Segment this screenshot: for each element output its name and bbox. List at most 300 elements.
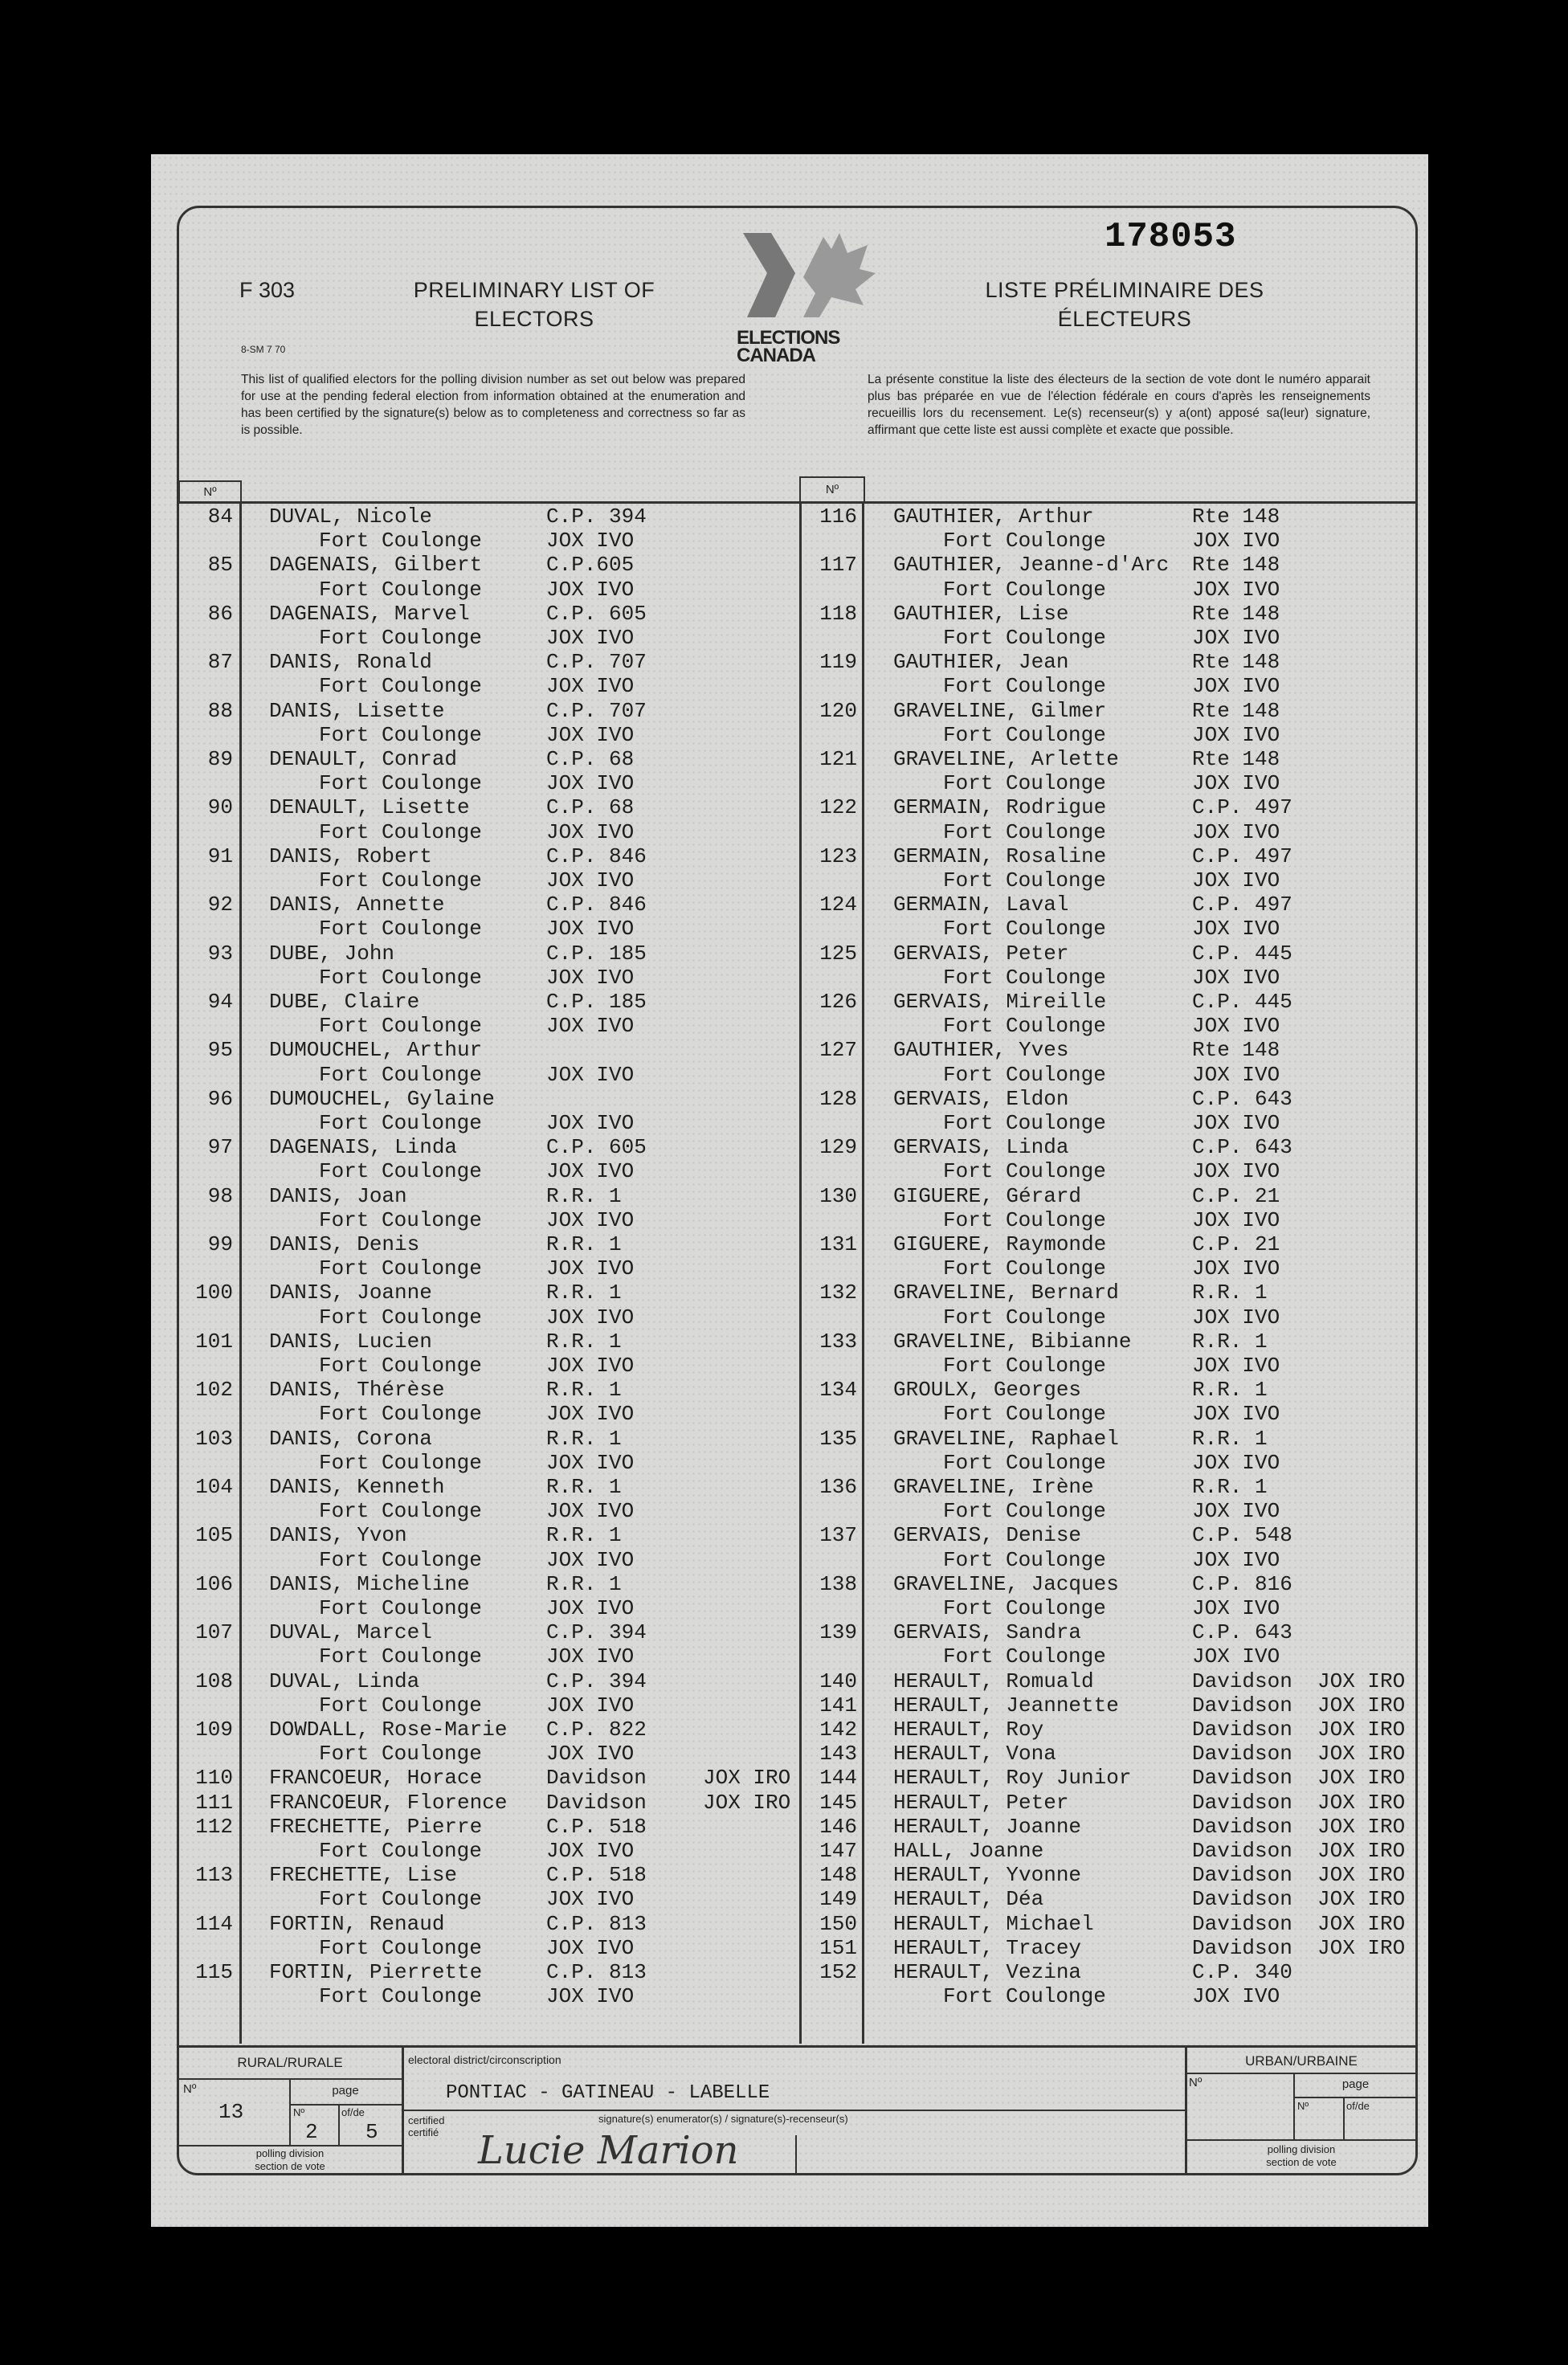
elector-number: 139 (819, 1620, 857, 1645)
elector-name: DUMOUCHEL, Gylaine (269, 1086, 495, 1111)
elector-postal-code: JOX IVO (1192, 1547, 1280, 1572)
elector-address: Davidson (1192, 1863, 1292, 1888)
elector-number: 136 (819, 1475, 857, 1499)
elector-postal-code: JOX IVO (546, 965, 635, 990)
elector-name: DANIS, Kenneth (269, 1475, 445, 1499)
elector-postal-code: JOX IVO (546, 1354, 635, 1378)
elector-postal-code: JOX IVO (546, 1305, 635, 1330)
elector-address: C.P. 21 (1192, 1232, 1280, 1256)
elector-postal-code: JOX IVO (546, 1596, 635, 1620)
elector-name: GAUTHIER, Lise (893, 601, 1069, 626)
elector-address: C.P. 68 (546, 747, 635, 771)
elector-postal-code: JOX IRO (703, 1766, 791, 1791)
elector-address: Davidson (546, 1790, 647, 1815)
elector-postal-code: JOX IVO (546, 771, 635, 796)
elector-number: 108 (195, 1669, 233, 1693)
certified-fr: certifié (408, 2126, 439, 2138)
elector-town: Fort Coulonge (319, 1111, 482, 1135)
elector-number: 95 (207, 1038, 233, 1063)
elector-town: Fort Coulonge (319, 1305, 482, 1330)
elector-address: Davidson (1192, 1669, 1292, 1693)
elector-number: 138 (819, 1571, 857, 1596)
elector-town: Fort Coulonge (319, 1839, 482, 1863)
elector-postal-code: JOX IVO (546, 1256, 635, 1281)
elector-postal-code: JOX IRO (703, 1790, 791, 1815)
elector-address: R.R. 1 (546, 1281, 622, 1305)
elector-postal-code: JOX IVO (1192, 1596, 1280, 1620)
elector-name: HERAULT, Vezina (893, 1960, 1082, 1984)
elector-name: GIGUERE, Gérard (893, 1183, 1082, 1208)
elector-number: 148 (819, 1863, 857, 1888)
elector-name: FORTIN, Renaud (269, 1911, 445, 1936)
elector-town: Fort Coulonge (319, 577, 482, 602)
elector-address: Davidson (1192, 1887, 1292, 1912)
elector-postal-code: JOX IRO (1317, 1839, 1406, 1863)
elector-name: GRAVELINE, Irène (893, 1475, 1094, 1499)
elector-town: Fort Coulonge (943, 1207, 1106, 1232)
elector-name: GERVAIS, Linda (893, 1135, 1069, 1160)
elector-postal-code: JOX IVO (546, 1887, 635, 1912)
elector-number: 100 (195, 1281, 233, 1305)
page-no-label: Nº (293, 2106, 305, 2118)
elector-town: Fort Coulonge (943, 771, 1106, 796)
elector-number: 125 (819, 941, 857, 966)
elector-name: DANIS, Denis (269, 1232, 420, 1256)
elector-postal-code: JOX IVO (1192, 1402, 1280, 1427)
elector-name: GERVAIS, Peter (893, 941, 1069, 966)
elector-name: GRAVELINE, Raphael (893, 1426, 1119, 1451)
title-english (345, 276, 723, 333)
elector-number: 91 (207, 843, 233, 868)
elector-postal-code: JOX IVO (546, 1062, 635, 1087)
elector-number: 97 (207, 1135, 233, 1160)
elector-postal-code: JOX IVO (546, 1014, 635, 1039)
elector-address: R.R. 1 (1192, 1378, 1268, 1403)
certified-en: certified (408, 2114, 445, 2126)
elector-postal-code: JOX IVO (1192, 1499, 1280, 1524)
elector-number: 111 (195, 1790, 233, 1815)
elector-postal-code: JOX IVO (546, 529, 635, 553)
urban-no-label: Nº (1189, 2076, 1203, 2089)
elector-name: FRANCOEUR, Horace (269, 1766, 483, 1791)
elector-postal-code: JOX IVO (1192, 1111, 1280, 1135)
elector-name: DUBE, John (269, 941, 395, 966)
elector-name: HERAULT, Roy Junior (893, 1766, 1132, 1791)
elector-address: Davidson (1192, 1935, 1292, 1960)
elector-address: R.R. 1 (1192, 1475, 1268, 1499)
elector-number: 112 (195, 1814, 233, 1839)
elector-address: C.P. 707 (546, 698, 647, 723)
elector-name: DANIS, Joanne (269, 1281, 432, 1305)
elector-number: 143 (819, 1742, 857, 1767)
elector-name: DANIS, Lucien (269, 1329, 432, 1354)
elector-name: DANIS, Thérèse (269, 1378, 445, 1403)
elector-number: 86 (207, 601, 233, 626)
elector-number: 106 (195, 1571, 233, 1596)
elector-address: C.P. 68 (546, 795, 635, 820)
elector-postal-code: JOX IRO (1317, 1887, 1406, 1912)
elector-name: DAGENAIS, Marvel (269, 601, 470, 626)
elector-name: DANIS, Joan (269, 1183, 407, 1208)
elector-name: HERAULT, Yvonne (893, 1863, 1082, 1888)
elector-number: 132 (819, 1281, 857, 1305)
elector-town: Fort Coulonge (943, 1547, 1106, 1572)
elector-address: C.P. 497 (1192, 892, 1292, 917)
elector-postal-code: JOX IVO (1192, 1644, 1280, 1669)
elector-address: C.P. 643 (1192, 1086, 1292, 1111)
urban-polling-division-en: polling division (1267, 2143, 1336, 2155)
elector-name: DANIS, Micheline (269, 1571, 470, 1596)
elector-town: Fort Coulonge (319, 965, 482, 990)
elector-postal-code: JOX IVO (1192, 1159, 1280, 1184)
elector-name: HALL, Joanne (893, 1839, 1044, 1863)
elector-town: Fort Coulonge (943, 1984, 1106, 2009)
elector-address: Davidson (1192, 1742, 1292, 1767)
elector-address: C.P. 394 (546, 1620, 647, 1645)
polling-division-number: 13 (218, 2100, 244, 2124)
elector-number: 117 (819, 553, 857, 578)
elector-name: GRAVELINE, Gilmer (893, 698, 1107, 723)
elector-number: 145 (819, 1790, 857, 1815)
elector-address: C.P. 21 (1192, 1183, 1280, 1208)
logo-text-elections: ELECTIONS (737, 327, 840, 349)
elector-number: 84 (207, 504, 233, 529)
elector-address: C.P. 707 (546, 650, 647, 675)
elector-address: R.R. 1 (546, 1523, 622, 1548)
rural-no-label: Nº (183, 2082, 197, 2096)
elector-postal-code: JOX IVO (546, 1984, 635, 2009)
elector-postal-code: JOX IRO (1317, 1718, 1406, 1742)
elector-number: 113 (195, 1863, 233, 1888)
elector-town: Fort Coulonge (943, 529, 1106, 553)
elector-name: DOWDALL, Rose-Marie (269, 1718, 508, 1742)
elector-town: Fort Coulonge (319, 1547, 482, 1572)
elector-town: Fort Coulonge (943, 1499, 1106, 1524)
elector-name: FRECHETTE, Pierre (269, 1814, 483, 1839)
elector-town: Fort Coulonge (943, 868, 1106, 892)
elector-town: Fort Coulonge (319, 674, 482, 699)
elector-address: C.P. 518 (546, 1814, 647, 1839)
elector-town: Fort Coulonge (319, 722, 482, 747)
elector-postal-code: JOX IVO (546, 1839, 635, 1863)
elector-town: Fort Coulonge (319, 1596, 482, 1620)
elector-address: R.R. 1 (546, 1329, 622, 1354)
elector-town: Fort Coulonge (943, 577, 1106, 602)
elector-town: Fort Coulonge (943, 1450, 1106, 1475)
elector-postal-code: JOX IVO (546, 1402, 635, 1427)
elector-number: 119 (819, 650, 857, 675)
elector-number: 130 (819, 1183, 857, 1208)
elector-postal-code: JOX IRO (1317, 1911, 1406, 1936)
footer-top-rule (178, 2045, 1418, 2048)
elector-address: C.P. 605 (546, 601, 647, 626)
elector-town: Fort Coulonge (943, 1159, 1106, 1184)
left-no-divider (239, 501, 242, 2044)
intro-english: This list of qualified electors for the polling division number as set out below was prepared for use at the pending federal election from information obtained at the enumeration and has been certified by the signature(s) below as to completeness and correctness so far as is possible. (241, 373, 745, 437)
elector-address: C.P. 185 (546, 941, 647, 966)
urban-label: URBAN/URBAINE (1245, 2053, 1358, 2069)
elector-postal-code: JOX IVO (546, 1159, 635, 1184)
intro-french: La présente constitue la liste des électeurs de la section de vote dont le numéro apparait plus bas préparée en vue de l'élection fédérale en cours d'après les renseignements recueillis lors du recensement. Le(s) recenseur(s) y a(ont) apposé sa(leur) signature, affirmant que cette liste est aussi complète et exacte que possible. (868, 373, 1370, 437)
elector-name: DANIS, Yvon (269, 1523, 407, 1548)
elector-postal-code: JOX IVO (546, 1935, 635, 1960)
elector-number: 103 (195, 1426, 233, 1451)
title-fr-line2: ÉLECTEURS (1057, 307, 1192, 331)
elector-postal-code: JOX IVO (546, 1111, 635, 1135)
polling-division-label (178, 2147, 402, 2173)
elector-name: GAUTHIER, Jeanne-d'Arc (893, 553, 1170, 578)
elector-postal-code: JOX IRO (1317, 1863, 1406, 1888)
elector-number: 114 (195, 1911, 233, 1936)
elector-town: Fort Coulonge (319, 917, 482, 942)
elector-number: 101 (195, 1329, 233, 1354)
elector-town: Fort Coulonge (319, 1207, 482, 1232)
elector-postal-code: JOX IVO (546, 1499, 635, 1524)
elector-address: Davidson (1192, 1911, 1292, 1936)
elector-number: 87 (207, 650, 233, 675)
elector-town: Fort Coulonge (943, 674, 1106, 699)
elector-address: R.R. 1 (1192, 1329, 1268, 1354)
elector-name: HERAULT, Déa (893, 1887, 1044, 1912)
elector-town: Fort Coulonge (319, 1644, 482, 1669)
elector-number: 131 (819, 1232, 857, 1256)
elector-town: Fort Coulonge (319, 1402, 482, 1427)
elector-address: C.P. 643 (1192, 1135, 1292, 1160)
urban-of-label: of/de (1346, 2100, 1370, 2112)
elector-town: Fort Coulonge (319, 1935, 482, 1960)
rural-label: RURAL/RURALE (237, 2055, 343, 2070)
district-label: electoral district/circonscription (408, 2053, 561, 2066)
polling-division-en: polling division (255, 2147, 325, 2159)
elector-address: C.P. 822 (546, 1718, 647, 1742)
elector-postal-code: JOX IRO (1317, 1935, 1406, 1960)
elector-address: Rte 148 (1192, 747, 1280, 771)
elector-address: C.P. 497 (1192, 843, 1292, 868)
elector-postal-code: JOX IVO (1192, 819, 1280, 844)
elector-town: Fort Coulonge (319, 529, 482, 553)
elector-address: Davidson (1192, 1814, 1292, 1839)
elector-address: Rte 148 (1192, 504, 1280, 529)
urban-rule (1185, 2073, 1418, 2074)
elector-postal-code: JOX IVO (1192, 1450, 1280, 1475)
elector-name: DAGENAIS, Linda (269, 1135, 458, 1160)
elector-address: R.R. 1 (546, 1426, 622, 1451)
elector-address: C.P. 605 (546, 1135, 647, 1160)
elector-number: 133 (819, 1329, 857, 1354)
elector-town: Fort Coulonge (319, 1062, 482, 1087)
elector-postal-code: JOX IVO (1192, 1207, 1280, 1232)
elector-name: FRANCOEUR, Florence (269, 1790, 508, 1815)
district-rule (402, 2110, 1185, 2111)
elector-address: C.P. 518 (546, 1863, 647, 1888)
elector-postal-code: JOX IVO (1192, 868, 1280, 892)
elector-number: 122 (819, 795, 857, 820)
elector-number: 149 (819, 1887, 857, 1912)
elector-postal-code: JOX IVO (546, 1742, 635, 1767)
elector-name: GERMAIN, Laval (893, 892, 1069, 917)
elector-name: GERVAIS, Eldon (893, 1086, 1069, 1111)
elector-postal-code: JOX IVO (546, 868, 635, 892)
elector-address: R.R. 1 (546, 1571, 622, 1596)
elector-name: GRAVELINE, Arlette (893, 747, 1119, 771)
logo-text-canada: CANADA (737, 345, 815, 366)
elector-address: R.R. 1 (546, 1232, 622, 1256)
elector-name: GRAVELINE, Bibianne (893, 1329, 1132, 1354)
elector-name: GERVAIS, Sandra (893, 1620, 1082, 1645)
elector-town: Fort Coulonge (943, 626, 1106, 650)
elector-number: 85 (207, 553, 233, 578)
urban-page-divider (1343, 2097, 1345, 2139)
elector-number: 92 (207, 892, 233, 917)
elector-town: Fort Coulonge (943, 1111, 1106, 1135)
elector-town: Fort Coulonge (943, 819, 1106, 844)
elector-number: 127 (819, 1038, 857, 1063)
elector-town: Fort Coulonge (319, 1984, 482, 2009)
elector-address: C.P. 394 (546, 1669, 647, 1693)
left-no-header: Nº (178, 480, 242, 503)
elector-number: 104 (195, 1475, 233, 1499)
signature-divider (795, 2135, 797, 2175)
elector-address: Davidson (1192, 1718, 1292, 1742)
certified-label (408, 2114, 445, 2138)
title-french (916, 276, 1333, 333)
elector-name: DUVAL, Marcel (269, 1620, 432, 1645)
elector-name: GRAVELINE, Bernard (893, 1281, 1119, 1305)
elector-number: 152 (819, 1960, 857, 1984)
elector-address: C.P.605 (546, 553, 635, 578)
elector-town: Fort Coulonge (319, 819, 482, 844)
elector-town: Fort Coulonge (319, 1499, 482, 1524)
elector-postal-code: JOX IVO (546, 1207, 635, 1232)
elector-postal-code: JOX IVO (546, 722, 635, 747)
elector-name: GERMAIN, Rodrigue (893, 795, 1107, 820)
elector-number: 99 (207, 1232, 233, 1256)
elector-name: FORTIN, Pierrette (269, 1960, 483, 1984)
elector-address: C.P. 846 (546, 843, 647, 868)
title-en-line1: PRELIMINARY LIST OF (413, 278, 655, 302)
elector-postal-code: JOX IVO (546, 1693, 635, 1718)
urban-polling-rule (1185, 2139, 1418, 2141)
elector-number: 121 (819, 747, 857, 771)
elector-address: C.P. 497 (1192, 795, 1292, 820)
elector-number: 102 (195, 1378, 233, 1403)
elector-postal-code: JOX IRO (1317, 1669, 1406, 1693)
elector-number: 134 (819, 1378, 857, 1403)
elector-name: DANIS, Robert (269, 843, 432, 868)
elector-name: FRECHETTE, Lise (269, 1863, 458, 1888)
elector-number: 142 (819, 1718, 857, 1742)
elector-number: 147 (819, 1839, 857, 1863)
title-en-line2: ELECTORS (474, 307, 594, 331)
page-total: 5 (365, 2120, 378, 2144)
elector-number: 126 (819, 990, 857, 1014)
elector-number: 129 (819, 1135, 857, 1160)
elector-town: Fort Coulonge (943, 917, 1106, 942)
elector-number: 135 (819, 1426, 857, 1451)
page-rule (289, 2104, 402, 2106)
right-no-divider (862, 501, 864, 2044)
elector-number: 141 (819, 1693, 857, 1718)
enumerator-signature: Lucie Marion (478, 2128, 739, 2173)
elector-town: Fort Coulonge (943, 1256, 1106, 1281)
elector-number: 128 (819, 1086, 857, 1111)
elector-number: 98 (207, 1183, 233, 1208)
elector-address: Davidson (1192, 1790, 1292, 1815)
elector-town: Fort Coulonge (319, 1014, 482, 1039)
elector-address: R.R. 1 (546, 1378, 622, 1403)
signature-label: signature(s) enumerator(s) / signature(s)-recenseur(s) (598, 2113, 848, 2125)
elector-address: Rte 148 (1192, 601, 1280, 626)
page-number: 2 (305, 2120, 318, 2144)
elector-number: 118 (819, 601, 857, 626)
elector-number: 116 (819, 504, 857, 529)
elector-address: C.P. 548 (1192, 1523, 1292, 1548)
elector-postal-code: JOX IVO (1192, 1014, 1280, 1039)
elector-number: 123 (819, 843, 857, 868)
elector-postal-code: JOX IVO (546, 626, 635, 650)
elector-postal-code: JOX IVO (1192, 771, 1280, 796)
elector-postal-code: JOX IRO (1317, 1790, 1406, 1815)
elector-town: Fort Coulonge (943, 1644, 1106, 1669)
elector-address: C.P. 445 (1192, 990, 1292, 1014)
elector-number: 137 (819, 1523, 857, 1548)
elector-number: 89 (207, 747, 233, 771)
elector-address: C.P. 394 (546, 504, 647, 529)
form-number: F 303 (239, 278, 296, 302)
elector-name: GAUTHIER, Jean (893, 650, 1069, 675)
elector-number: 88 (207, 698, 233, 723)
elector-postal-code: JOX IVO (1192, 626, 1280, 650)
elector-address: Rte 148 (1192, 650, 1280, 675)
elector-number: 93 (207, 941, 233, 966)
elector-address: C.P. 813 (546, 1960, 647, 1984)
elector-name: DANIS, Corona (269, 1426, 432, 1451)
elector-address: C.P. 185 (546, 990, 647, 1014)
elector-postal-code: JOX IVO (546, 1644, 635, 1669)
elector-name: HERAULT, Romuald (893, 1669, 1094, 1693)
elector-postal-code: JOX IVO (1192, 917, 1280, 942)
elector-name: GRAVELINE, Jacques (893, 1571, 1119, 1596)
elector-name: GERVAIS, Denise (893, 1523, 1082, 1548)
elector-address: Rte 148 (1192, 553, 1280, 578)
elector-postal-code: JOX IVO (1192, 722, 1280, 747)
elector-town: Fort Coulonge (319, 1742, 482, 1767)
elector-postal-code: JOX IVO (546, 674, 635, 699)
elector-name: HERAULT, Jeannette (893, 1693, 1119, 1718)
elector-postal-code: JOX IVO (546, 577, 635, 602)
elector-address: R.R. 1 (546, 1183, 622, 1208)
elector-postal-code: JOX IVO (1192, 529, 1280, 553)
elector-name: DANIS, Ronald (269, 650, 432, 675)
elector-number: 120 (819, 698, 857, 723)
elector-town: Fort Coulonge (943, 722, 1106, 747)
elector-number: 105 (195, 1523, 233, 1548)
table-top-rule (178, 501, 1418, 504)
elector-address: R.R. 1 (1192, 1426, 1268, 1451)
right-no-header: Nº (799, 476, 865, 503)
elector-postal-code: JOX IVO (546, 819, 635, 844)
elector-name: DAGENAIS, Gilbert (269, 553, 483, 578)
elector-name: HERAULT, Tracey (893, 1935, 1082, 1960)
elector-number: 144 (819, 1766, 857, 1791)
elector-town: Fort Coulonge (319, 1450, 482, 1475)
title-fr-line1: LISTE PRÉLIMINAIRE DES (985, 278, 1264, 302)
elector-name: GERVAIS, Mireille (893, 990, 1107, 1014)
elector-address: Rte 148 (1192, 698, 1280, 723)
elector-number: 94 (207, 990, 233, 1014)
elector-town: Fort Coulonge (319, 1693, 482, 1718)
elector-postal-code: JOX IRO (1317, 1766, 1406, 1791)
